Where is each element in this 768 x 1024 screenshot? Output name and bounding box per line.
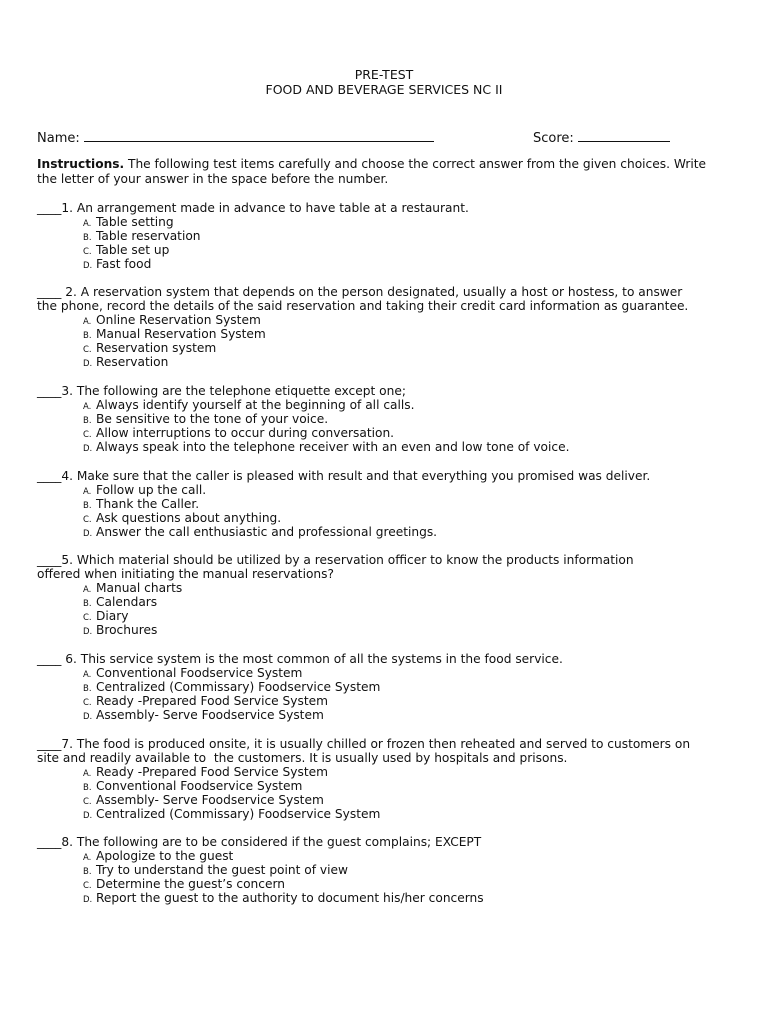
question-7-stem-2: site and readily available to the customers. It is usually used by hospitals and prisons. (37, 751, 568, 765)
option-letter: A. (83, 853, 92, 863)
option-letter: D. (83, 444, 93, 454)
option-text: Reservation (96, 355, 169, 369)
option-text: Assembly- Serve Foodservice System (96, 793, 324, 807)
name-field (37, 129, 434, 147)
option-text: Ready -Prepared Food Service System (96, 765, 329, 779)
option-letter: D. (83, 261, 93, 271)
option-text: Report the guest to the authority to document his/her concerns (96, 891, 484, 905)
option-text: Follow up the call. (96, 483, 207, 497)
option-text: Centralized (Commissary) Foodservice System (96, 807, 381, 821)
question-5-stem-1: ____5. Which material should be utilized by a reservation officer to know the products information (37, 553, 634, 567)
question-7-stem-1: ____7. The food is produced onsite, it is usually chilled or frozen then reheated and served to customers on (37, 737, 691, 751)
option-text: Reservation system (96, 341, 217, 355)
option-letter: B. (83, 331, 92, 341)
option-text: Online Reservation System (96, 313, 261, 327)
option-text: Always identify yourself at the beginning of all calls. (96, 398, 415, 412)
name-label: Name: (37, 131, 80, 146)
option-letter: C. (83, 613, 92, 623)
title-line-1: PRE-TEST (354, 67, 414, 82)
option-text: Manual Reservation System (96, 327, 266, 341)
question-7-option-d (83, 807, 380, 823)
option-letter: D. (83, 811, 93, 821)
option-text: Brochures (96, 623, 158, 637)
score-label: Score: (533, 131, 574, 146)
option-text: Try to understand the guest point of view (96, 863, 348, 877)
instructions-line-2: the letter of your answer in the space before the number. (37, 172, 389, 186)
option-letter: B. (83, 867, 92, 877)
question-8-option-d (83, 891, 484, 907)
question-4-stem: ____4. Make sure that the caller is pleased with result and that everything you promised was deliver. (37, 469, 651, 483)
option-text: Conventional Foodservice System (96, 779, 303, 793)
option-letter: A. (83, 487, 92, 497)
option-text: Assembly- Serve Foodservice System (96, 708, 324, 722)
option-letter: A. (83, 670, 92, 680)
option-letter: C. (83, 247, 92, 257)
option-text: Fast food (96, 257, 152, 271)
option-letter: A. (83, 219, 92, 229)
option-text: Diary (96, 609, 129, 623)
question-2-stem-2: the phone, record the details of the said reservation and taking their credit card information as guarantee. (37, 299, 689, 313)
option-text: Table set up (96, 243, 170, 257)
option-text: Apologize to the guest (96, 849, 234, 863)
option-letter: B. (83, 783, 92, 793)
question-3-stem: ____3. The following are the telephone etiquette except one; (37, 384, 406, 398)
instructions-text-1: The following test items carefully and choose the correct answer from the given choices. Write (124, 157, 707, 171)
option-letter: D. (83, 627, 93, 637)
name-blank[interactable] (84, 129, 434, 142)
question-5-stem-2: offered when initiating the manual reservations? (37, 567, 334, 581)
question-2-stem-1: ____ 2. A reservation system that depends on the person designated, usually a host or hostess, to answer (37, 285, 683, 299)
option-letter: C. (83, 797, 92, 807)
question-8-stem: ____8. The following are to be considered if the guest complains; EXCEPT (37, 835, 482, 849)
title-line-2: FOOD AND BEVERAGE SERVICES NC II (265, 82, 503, 97)
option-text: Calendars (96, 595, 158, 609)
question-1-stem: ____1. An arrangement made in advance to have table at a restaurant. (37, 201, 469, 215)
option-text: Allow interruptions to occur during conversation. (96, 426, 395, 440)
question-6-stem: ____ 6. This service system is the most common of all the systems in the food service. (37, 652, 563, 666)
option-letter: B. (83, 233, 92, 243)
option-letter: B. (83, 599, 92, 609)
option-letter: B. (83, 684, 92, 694)
question-3-option-d (83, 440, 569, 456)
option-text: Table setting (96, 215, 174, 229)
option-text: Be sensitive to the tone of your voice. (96, 412, 329, 426)
option-text: Conventional Foodservice System (96, 666, 303, 680)
option-letter: B. (83, 501, 92, 511)
option-text: Determine the guest’s concern (96, 877, 285, 891)
option-letter: C. (83, 881, 92, 891)
option-text: Thank the Caller. (96, 497, 200, 511)
question-2-option-d (83, 355, 168, 371)
option-letter: B. (83, 416, 92, 426)
option-letter: D. (83, 359, 93, 369)
option-text: Always speak into the telephone receiver with an even and low tone of voice. (96, 440, 570, 454)
option-text: Manual charts (96, 581, 183, 595)
question-6-option-d (83, 708, 324, 724)
option-text: Ready -Prepared Food Service System (96, 694, 329, 708)
option-letter: A. (83, 402, 92, 412)
score-blank[interactable] (578, 129, 670, 142)
instructions-label: Instructions. (37, 157, 125, 171)
option-text: Table reservation (96, 229, 201, 243)
option-letter: D. (83, 712, 93, 722)
option-letter: C. (83, 515, 92, 525)
option-text: Ask questions about anything. (96, 511, 282, 525)
instructions-line-1 (37, 157, 706, 171)
option-letter: D. (83, 895, 93, 905)
question-4-option-d (83, 525, 437, 541)
option-letter: A. (83, 585, 92, 595)
option-letter: C. (83, 345, 92, 355)
option-letter: A. (83, 317, 92, 327)
score-field (533, 129, 670, 147)
option-text: Centralized (Commissary) Foodservice System (96, 680, 381, 694)
question-5-option-d (83, 623, 157, 639)
option-letter: A. (83, 769, 92, 779)
option-letter: C. (83, 698, 92, 708)
option-letter: D. (83, 529, 93, 539)
option-letter: C. (83, 430, 92, 440)
option-text: Answer the call enthusiastic and professional greetings. (96, 525, 438, 539)
question-1-option-d (83, 257, 151, 273)
